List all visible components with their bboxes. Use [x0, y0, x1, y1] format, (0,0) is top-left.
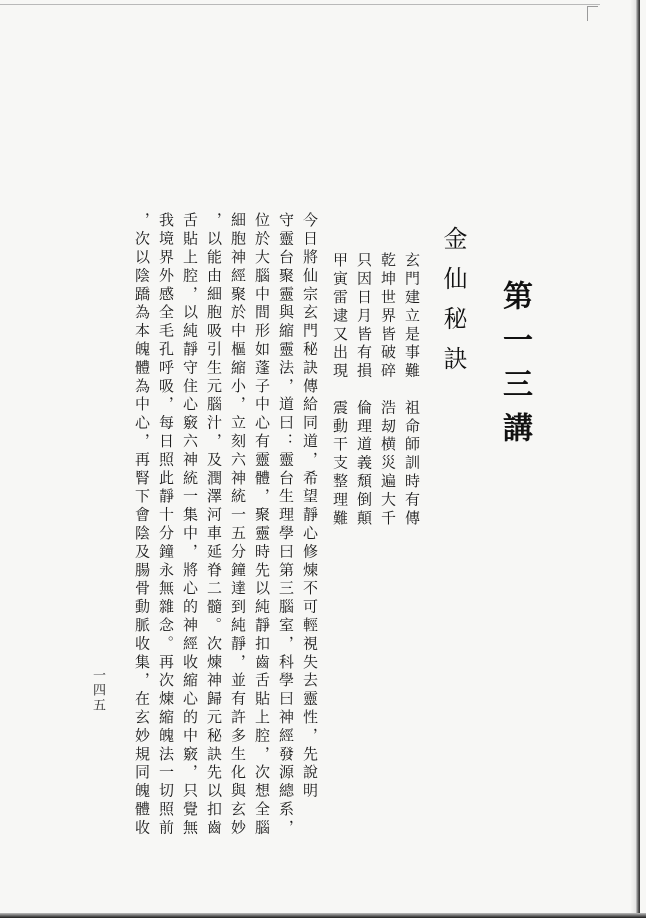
section-title: 金仙秘訣: [439, 226, 467, 386]
body-line: 細胞神經聚於中樞縮小，立刻六神統一五分鐘達到純靜，並有許多生化與玄妙: [229, 212, 247, 838]
verse-line: 乾坤世界皆破碎 浩刼横災遍大千: [379, 252, 397, 528]
body-line: 我境界外感全毛孔呼吸，每日照此靜十分鐘永無雜念。再次煉縮魄法一切照前: [157, 212, 175, 838]
verse-line: 只因日月皆有損 倫理道義頹倒顛: [355, 252, 373, 528]
body-line: 守靈台聚靈與縮靈法，道曰：靈台生理學曰第三腦室，科學曰神經發源總系，: [277, 212, 295, 838]
lecture-title: 第一三講: [497, 280, 532, 456]
scan-right-edge: [636, 0, 640, 918]
body-line: 舌貼上腔，以純靜守住心竅六神統一集中，將心的神經收縮心的中竅，只覺無: [181, 212, 199, 838]
page-number: 一四五: [90, 668, 105, 713]
body-line: ，次以陰蹻為本魄體為中心，再腎下會陰及腸骨動脈收集，在玄妙規同魄體收: [133, 212, 151, 838]
verse-line: 玄門建立是事難 祖命師訓時有傳: [403, 252, 421, 528]
verse-line: 甲寅雷逮又出現 震動干支整理難: [331, 252, 349, 528]
scan-bottom-edge: [0, 913, 646, 918]
scan-top-line: [0, 4, 600, 5]
body-line: ，以能由細胞吸引生元腦汁，及潤澤河車延脊二髓。次煉神歸元秘訣先以扣齒: [205, 212, 223, 838]
corner-mark: [587, 6, 598, 21]
body-line: 今日將仙宗玄門秘訣傳給同道，希望靜心修煉不可輕視失去靈性，先說明: [301, 212, 319, 801]
body-line: 位於大腦中間形如蓬子中心有靈體，聚靈時先以純靜扣齒舌貼上腔，次想全腦: [253, 212, 271, 838]
